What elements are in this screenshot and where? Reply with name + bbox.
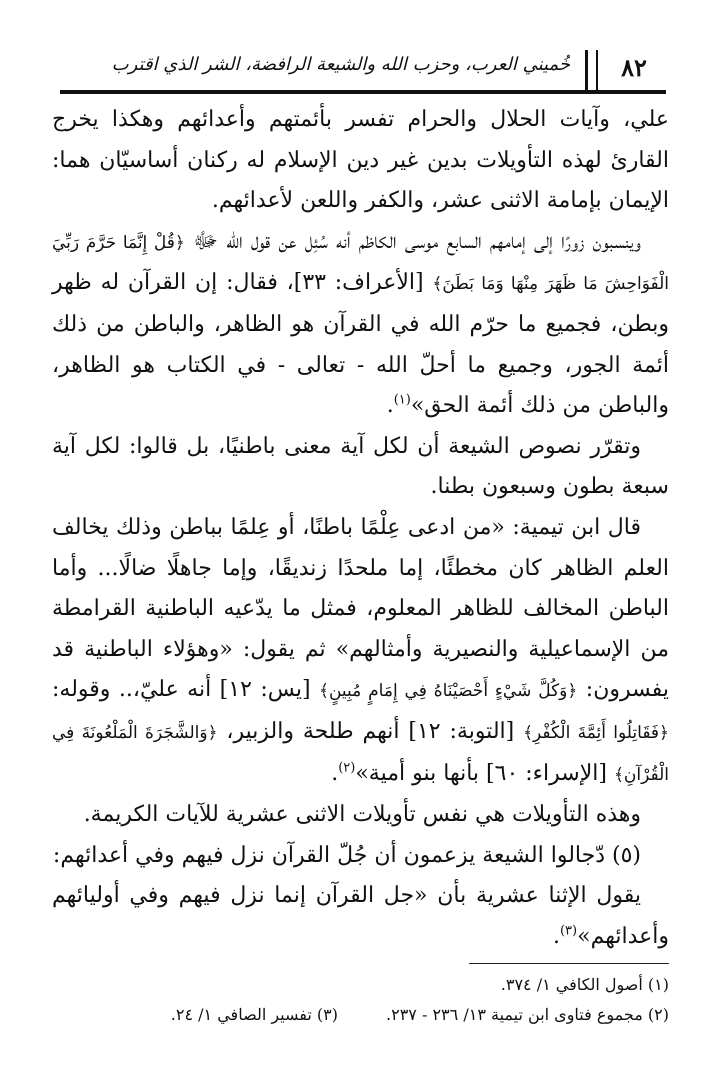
paragraph-3: وتقرّر نصوص الشيعة أن لكل آية معنى باطنيًا، بل قالوا: لكل آية سبعة بطون وسبعون بطنا.: [52, 433, 669, 500]
paragraph-4-text-b: [يس: ١٢] أنه عليّ،.. وقوله:: [52, 677, 319, 703]
body-text: [52, 100, 669, 957]
paragraph-4: [52, 508, 669, 795]
page-header: [60, 44, 666, 92]
paragraph-7: [52, 876, 669, 957]
paragraph-7-end: .: [552, 923, 560, 949]
page-number: ٨٢: [621, 53, 647, 82]
footnote-ref[interactable]: (٣): [559, 923, 578, 939]
paragraph-2-text-a: وينسبون زورًا إلى إمامهم السابع موسى الكاظم أنه سُئِل عن قول الله ﷻ: [184, 228, 641, 254]
quran-verse: ﴿وَكُلَّ شَيْءٍ أَحْصَيْنَاهُ فِي إِمَامٍ مُبِينٍ﴾: [319, 681, 578, 702]
paragraph-2-end: .: [386, 393, 394, 419]
header-rule: [60, 90, 666, 94]
quran-verse: ﴿فَقَاتِلُوا أَئِمَّةَ الْكُفْرِ﴾: [523, 722, 670, 743]
paragraph-1: علي، وآيات الحلال والحرام تفسر بأئمتهم وأعدائهم وهكذا يخرج القارئ لهذه التأويلات بدين غير دين الإسلام له ركنان أساسيّان هما: الإيمان بإمامة الاثنى عشر، والكفر واللعن لأعدائهم.: [52, 107, 669, 214]
paragraph-7-text: يقول الإثنا عشرية بأن «جل القرآن إنما نزل فيهم وفي أوليائهم وأعدائهم»: [52, 883, 669, 949]
paragraph-2-text-b: [الأعراف: ٣٣]، فقال: إن القرآن له ظهر وبطن، فجميع ما حرّم الله في القرآن هو الظاهر، والباطن من ذلك أئمة الجور، وجميع ما أحلّ الله - تعالى - في الكتاب هو الظاهر، والباطن من ذلك أئمة الحق»: [52, 270, 669, 419]
footnote-1: (١) أصول الكافي ١/ ٣٧٤.: [500, 975, 669, 994]
header-divider-inner: [596, 50, 598, 90]
paragraph-4-text-c: [التوبة: ١٢] أنهم طلحة والزبير،: [217, 718, 524, 744]
quran-verse: ﴿قُلْ إِنَّمَا حَرَّمَ رَبِّيَ الْفَوَاحِشَ مَا ظَهَرَ مِنْهَا وَمَا بَطَنَ﴾: [52, 232, 669, 295]
footnote-ref[interactable]: (١): [393, 392, 411, 408]
footnote-2: (٢) مجموع فتاوى ابن تيمية ١٣/ ٢٣٦ - ٢٣٧.: [386, 1005, 669, 1024]
footnote-separator: [469, 963, 669, 964]
paragraph-4-end: .: [331, 760, 339, 786]
header-divider: [585, 50, 588, 90]
section-heading: (٥) دّجالوا الشيعة يزعمون أن جُلّ القرآن نزل فيهم وفي أعدائهم:: [52, 842, 641, 868]
paragraph-4-text-a: قال ابن تيمية: «من ادعى عِلْمًا باطنًا، أو عِلمًا بباطن وذلك يخالف العلم الظاهر كان مخطئًا، إما ملحدًا زنديقًا، وإما جاهلًا ضالًا... وأما الباطن المخالف للظاهر المعلوم، فمثل ما يدّعيه الباطنية القرامطة من الإسماعيلية والنصيرية وأمثالهم» ثم يقول: «وهؤلاء الباطنية قد يفسرون:: [52, 514, 670, 703]
running-title: خُميني العرب، وحزب الله والشيعة الرافضة، الشر الذي اقترب: [111, 54, 570, 75]
quran-verse: ﴿وَالشَّجَرَةَ الْمَلْعُونَةَ فِي الْقُرْآنِ﴾: [52, 722, 669, 785]
footnote-row: [52, 1000, 669, 1030]
paragraph-5: وهذه التأويلات هي نفس تأويلات الاثنى عشرية للآيات الكريمة.: [83, 802, 641, 828]
paragraph-4-text-d: [الإسراء: ٦٠] بأنها بنو أمية»: [355, 760, 614, 786]
paragraph-2: [52, 222, 669, 427]
footnote-3: (٣) تفسير الصافي ١/ ٢٤.: [170, 1005, 338, 1024]
footnotes: [52, 970, 669, 1030]
footnote-ref[interactable]: (٢): [338, 760, 356, 776]
